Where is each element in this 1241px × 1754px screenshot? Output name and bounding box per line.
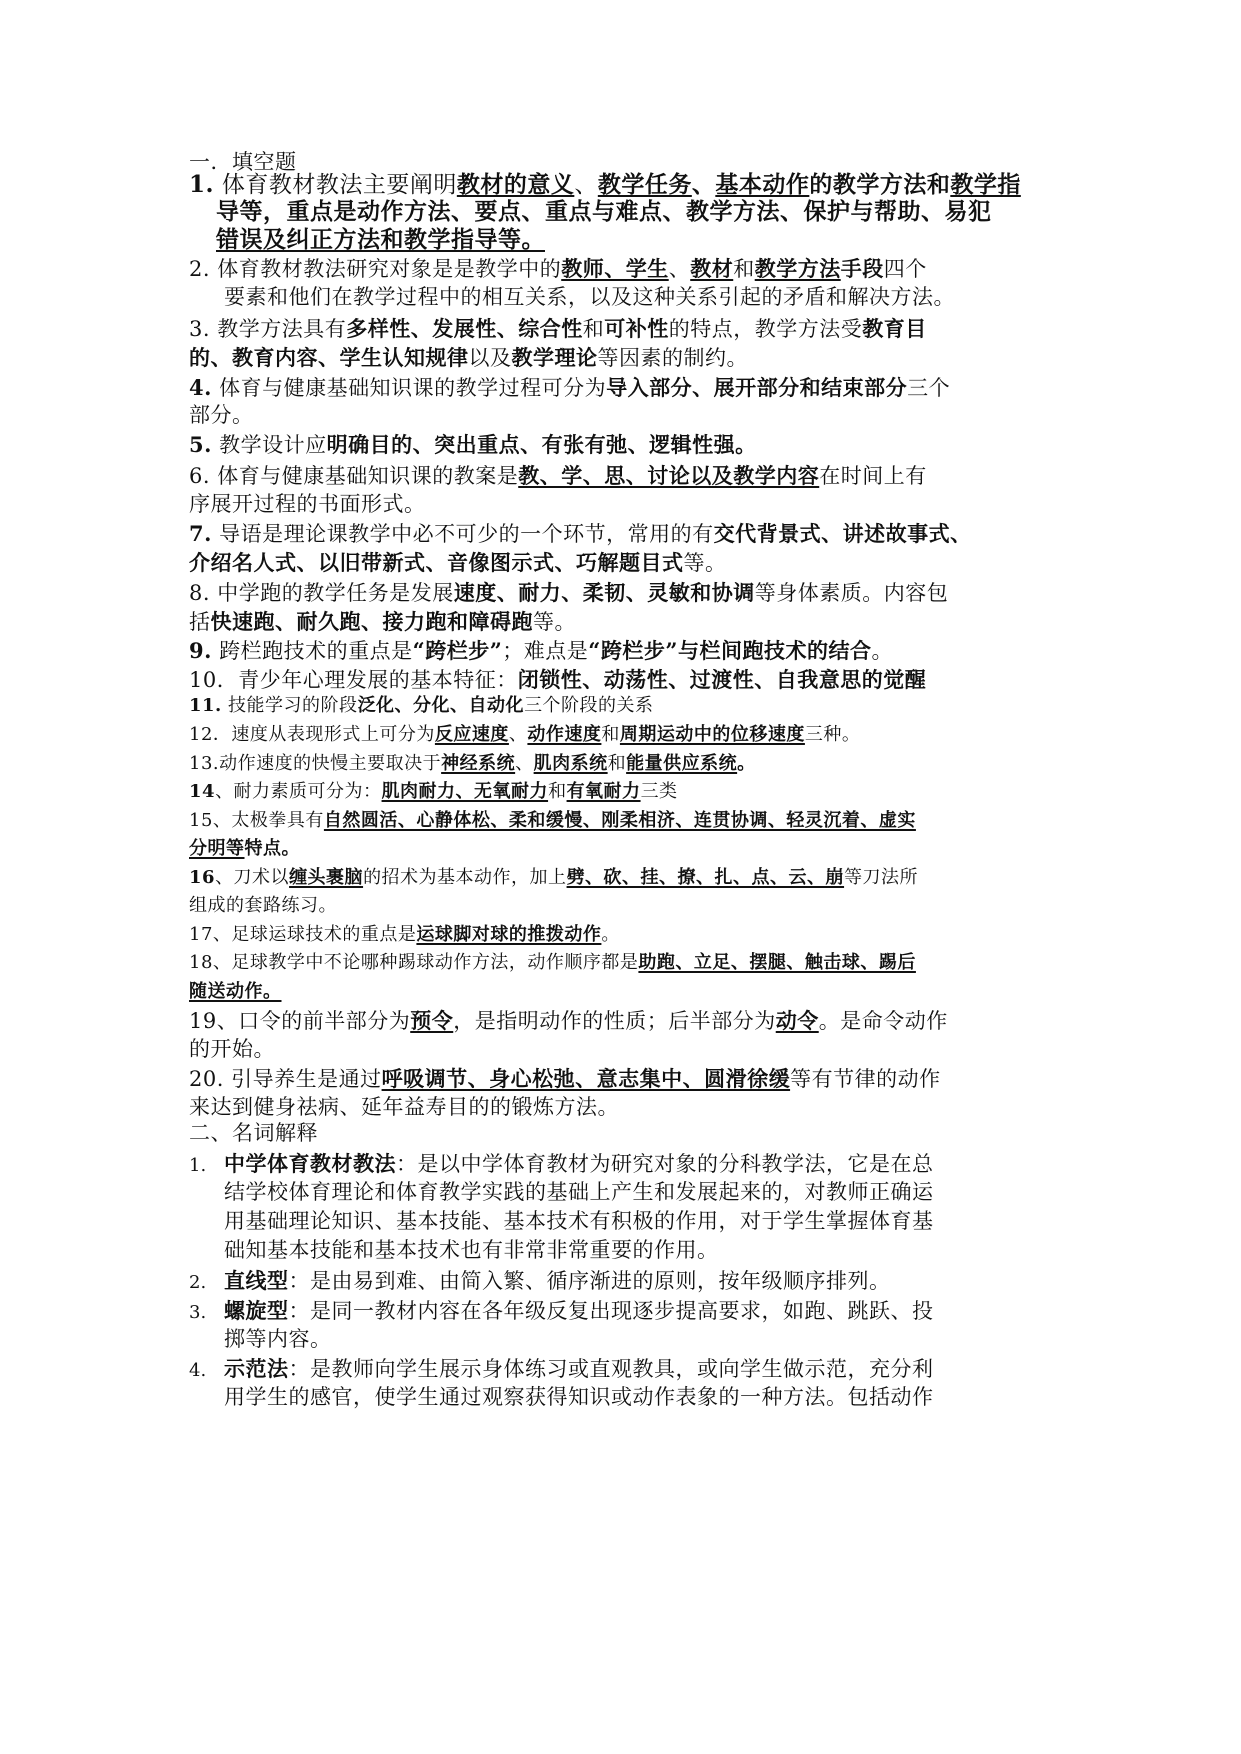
fill-in-line <box>189 1010 948 1032</box>
underlined-answer: 预令 <box>410 1008 454 1033</box>
text-run: 、刀术以 <box>215 867 290 888</box>
bold-text: 闭锁性、动荡性、过渡性、自我意思的觉醒 <box>517 667 927 692</box>
fill-in-line <box>189 783 678 801</box>
text-run: 体育与健康基础知识课的教学过程可分为 <box>211 376 607 400</box>
bold-text: 中学体育教材教法 <box>224 1151 396 1176</box>
underlined-answer: 基本动作 <box>715 171 810 198</box>
text-run: 组成的套路练习。 <box>189 895 337 916</box>
fill-in-line <box>189 405 254 426</box>
text-run: 体育教材教法主要阐明 <box>214 172 457 198</box>
text-run: 等刀法所 <box>844 867 919 888</box>
term-line <box>224 1240 719 1261</box>
text-run: ：是同一教材内容在各年级反复出现逐步提高要求，如跑、跳跃、投 <box>288 1299 934 1323</box>
text-run: 和 <box>582 317 605 341</box>
term-number: 1. <box>189 1155 207 1176</box>
text-run: 四个 <box>883 257 927 281</box>
text-run: 12．速度从表现形式上可分为 <box>189 724 435 745</box>
bold-text: 快速跑、耐久跑、接力跑和障碍跑 <box>210 609 533 634</box>
text-run: ：是以中学体育教材为研究对象的分科教学法，它是在总 <box>396 1152 934 1176</box>
fill-in-line <box>224 287 955 308</box>
bold-text: 9. <box>189 638 212 663</box>
underlined-answer: 缠头裹脑 <box>289 867 364 888</box>
fill-in-line <box>189 173 1021 197</box>
text-run: 和 <box>601 724 620 745</box>
underlined-answer: 运球脚对球的推拨动作 <box>416 924 602 945</box>
text-run: 等。 <box>533 610 576 634</box>
bold-text: 教学理论 <box>511 345 598 370</box>
underlined-answer: 神经系统 <box>441 753 516 774</box>
text-run: 要素和他们在教学过程中的相互关系，以及这种关系引起的矛盾和解决方法。 <box>224 285 955 309</box>
bold-text: 5. <box>189 432 212 457</box>
text-run: 等身体素质。内容包 <box>754 581 949 605</box>
fill-in-line <box>189 812 916 830</box>
underlined-answer: 教材 <box>690 256 734 281</box>
text-run: 的特点，教学方法受 <box>668 317 863 341</box>
term-number: 3. <box>189 1302 207 1323</box>
term-line <box>224 1153 934 1175</box>
fill-in-line <box>189 258 927 280</box>
bold-text: 速度、耐力、柔韧、灵敏和协调 <box>453 580 755 605</box>
bold-text: 可补性 <box>604 316 669 341</box>
fill-in-line <box>216 228 545 252</box>
underlined-answer: 动作速度 <box>527 724 602 745</box>
underlined-answer: 肌肉耐力、无氧耐力 <box>381 781 549 802</box>
text-run: 2. 体育教材教法研究对象是是教学中的 <box>189 257 562 281</box>
underlined-answer: 助跑、立足、摆腿、触击球、踢后 <box>638 952 916 973</box>
term-line <box>224 1358 934 1380</box>
underlined-answer: 反应速度 <box>434 724 509 745</box>
term-line <box>224 1300 934 1322</box>
text-run: 掷等内容。 <box>224 1327 332 1351</box>
text-run: 、耐力素质可分为： <box>215 781 382 802</box>
text-run: ：是教师向学生展示身体练习或直观教具，或向学生做示范，充分利 <box>288 1357 934 1381</box>
underlined-answer: 肌肉系统 <box>533 753 608 774</box>
term-number: 2. <box>189 1272 207 1293</box>
text-run: ；难点是 <box>502 639 589 663</box>
fill-in-line <box>216 200 992 224</box>
text-run: 、 <box>508 724 528 745</box>
underlined-answer: 教学指 <box>950 171 1021 198</box>
fill-in-line <box>189 726 860 744</box>
text-run: 三个阶段的关系 <box>524 695 654 716</box>
text-run: 结学校体育理论和体育教学实践的基础上产生和发展起来的，对教师正确运 <box>224 1180 934 1204</box>
text-run: 10．青少年心理发展的基本特征： <box>189 668 518 692</box>
text-run: 、 <box>574 172 598 198</box>
fill-in-line <box>189 1097 619 1118</box>
text-run: 以及 <box>468 346 512 370</box>
bold-text: 导入部分、展开部分和结束部分 <box>606 375 908 400</box>
fill-in-line <box>189 434 757 456</box>
bold-text: 泛化、分化、自动化 <box>357 695 525 716</box>
fill-in-line <box>189 755 756 773</box>
bold-text: 介绍名人式、以旧带新式、音像图示式、巧解题目式 <box>189 550 684 575</box>
fill-in-line <box>189 926 620 944</box>
text-run: 17、足球运球技术的重点是 <box>189 924 417 945</box>
text-run: 3. 教学方法具有 <box>189 317 347 341</box>
text-run: 础知基本技能和基本技术也有非常非常重要的作用。 <box>224 1238 719 1262</box>
underlined-answer: 分明等 <box>189 838 245 859</box>
fill-in-line <box>189 552 727 574</box>
bold-text: 16 <box>189 867 216 888</box>
fill-in-line <box>189 840 300 858</box>
text-run: 19、口令的前半部分为 <box>189 1009 411 1033</box>
fill-in-line <box>189 318 927 340</box>
fill-in-line <box>189 347 748 369</box>
text-run: 跨栏跑技术的重点是 <box>211 639 413 663</box>
text-run: 6. 体育与健康基础知识课的教案是 <box>189 464 519 488</box>
underlined-answer: 教学方法 <box>754 256 841 281</box>
underlined-answer: 动令 <box>775 1008 819 1033</box>
text-run: 序展开过程的书面形式。 <box>189 492 426 516</box>
term-line <box>224 1329 332 1350</box>
fill-in-line <box>189 377 950 399</box>
fill-in-line <box>189 897 337 915</box>
bold-text: 1. <box>189 171 215 198</box>
text-run: 的开始。 <box>189 1037 275 1061</box>
text-run: 和 <box>733 257 755 281</box>
bold-text: 。 <box>737 753 756 774</box>
section-title-fill-in: 一．填空题 <box>189 150 297 174</box>
bold-text: 、 <box>691 171 716 198</box>
bold-text: 示范法 <box>224 1356 289 1381</box>
text-run: 13.动作速度的快慢主要取决于 <box>189 753 442 774</box>
text-run: 。 <box>601 924 620 945</box>
text-run: 等有节律的动作 <box>790 1067 941 1091</box>
text-run: 18、足球教学中不论哪种踢球动作方法，动作顺序都是 <box>189 952 639 973</box>
bold-text: 特点。 <box>244 838 300 859</box>
bold-text: 手段 <box>840 256 884 281</box>
fill-in-line <box>189 954 916 972</box>
bold-text: 直线型 <box>224 1268 289 1293</box>
fill-in-line <box>189 697 654 715</box>
text-run: 20. 引导养生是通过 <box>189 1067 382 1091</box>
underlined-answer: 错误及纠正方法和教学指导等。 <box>216 226 545 253</box>
term-number: 4. <box>189 1360 207 1381</box>
fill-in-line <box>189 523 972 545</box>
text-run: 三个 <box>907 376 951 400</box>
text-run: 部分。 <box>189 403 254 427</box>
term-line <box>224 1270 891 1292</box>
term-line <box>224 1182 934 1203</box>
text-run: 用基础理论知识、基本技能、基本技术有积极的作用，对于学生掌握体育基 <box>224 1209 934 1233</box>
underlined-answer: 周期运动中的位移速度 <box>619 724 805 745</box>
text-run: 、 <box>515 753 534 774</box>
text-run: 8. 中学跑的教学任务是发展 <box>189 581 454 605</box>
bold-text: 的、教育内容、学生认知规律 <box>189 345 469 370</box>
bold-text: 导等，重点是动作方法、要点、重点与难点、教学方法、保护与帮助、易犯 <box>216 198 992 225</box>
text-run: 教学设计应 <box>211 433 327 457</box>
text-run: ，是指明动作的性质；后半部分为 <box>453 1009 776 1033</box>
bold-text: 4. <box>189 375 212 400</box>
underlined-answer: 随送动作。 <box>189 981 282 1002</box>
fill-in-line <box>189 582 948 604</box>
fill-in-line <box>189 640 893 662</box>
text-run: 括 <box>189 610 211 634</box>
text-run: 。 <box>871 639 893 663</box>
underlined-answer: 劈、砍、挂、撩、扎、点、云、崩 <box>566 867 845 888</box>
fill-in-line <box>189 869 918 887</box>
bold-text: 教育目 <box>862 316 927 341</box>
bold-text: 明确目的、突出重点、有张有弛、逻辑性强。 <box>326 432 757 457</box>
text-run: 三类 <box>640 781 678 802</box>
term-line <box>224 1387 934 1408</box>
text-run: 在时间上有 <box>819 464 927 488</box>
underlined-answer: 教材的意义 <box>456 171 575 198</box>
fill-in-line <box>189 465 927 487</box>
bold-text: 交代背景式、讲述故事式、 <box>713 521 972 546</box>
text-run: 等因素的制约。 <box>597 346 748 370</box>
text-run: 三种。 <box>804 724 861 745</box>
section-title-terms: 二、名词解释 <box>189 1121 318 1145</box>
underlined-answer: 有氧耐力 <box>566 781 641 802</box>
bold-text: “跨栏步” <box>412 638 503 663</box>
bold-text: 螺旋型 <box>224 1298 289 1323</box>
bold-text: 多样性、发展性、综合性 <box>346 316 583 341</box>
text-run: 用学生的感官，使学生通过观察获得知识或动作表象的一种方法。包括动作 <box>224 1385 934 1409</box>
term-line <box>224 1211 934 1232</box>
text-run: 等。 <box>683 551 727 575</box>
text-run: 导语是理论课教学中必不可少的一个环节，常用的有 <box>211 522 714 546</box>
bold-text: 7. <box>189 521 212 546</box>
text-run: 和 <box>548 781 567 802</box>
text-run: 。是命令动作 <box>818 1009 948 1033</box>
bold-text: “跨栏步”与栏间跑技术的结合 <box>588 638 872 663</box>
underlined-answer: 能量供应系统 <box>626 753 738 774</box>
fill-in-line <box>189 611 576 633</box>
fill-in-line <box>189 669 926 691</box>
bold-text: 14 <box>189 781 216 802</box>
underlined-answer: 教、学、思、讨论以及教学内容 <box>518 463 820 488</box>
text-run: 来达到健身祛病、延年益寿目的的锻炼方法。 <box>189 1095 619 1119</box>
text-run: 15、太极拳具有 <box>189 810 324 831</box>
underlined-answer: 呼吸调节、身心松弛、意志集中、圆滑徐缓 <box>381 1066 791 1091</box>
underlined-answer: 教学任务 <box>597 171 692 198</box>
text-run: 和 <box>607 753 627 774</box>
fill-in-line <box>189 494 426 515</box>
underlined-answer: 教师、学生 <box>561 256 669 281</box>
fill-in-line <box>189 1068 941 1090</box>
fill-in-line <box>189 1039 275 1060</box>
underlined-answer: 自然圆活、心静体松、柔和缓慢、刚柔相济、连贯协调、轻灵沉着、虚实 <box>323 810 916 831</box>
bold-text: 的教学方法和 <box>809 171 951 198</box>
text-run: 、 <box>668 257 691 281</box>
bold-text: 11. <box>189 695 222 716</box>
text-run: 技能学习的阶段 <box>221 695 358 716</box>
text-run: ：是由易到难、由简入繁、循序渐进的原则，按年级顺序排列。 <box>288 1269 891 1293</box>
fill-in-line <box>189 983 282 1001</box>
text-run: 的招术为基本动作，加上 <box>363 867 567 888</box>
